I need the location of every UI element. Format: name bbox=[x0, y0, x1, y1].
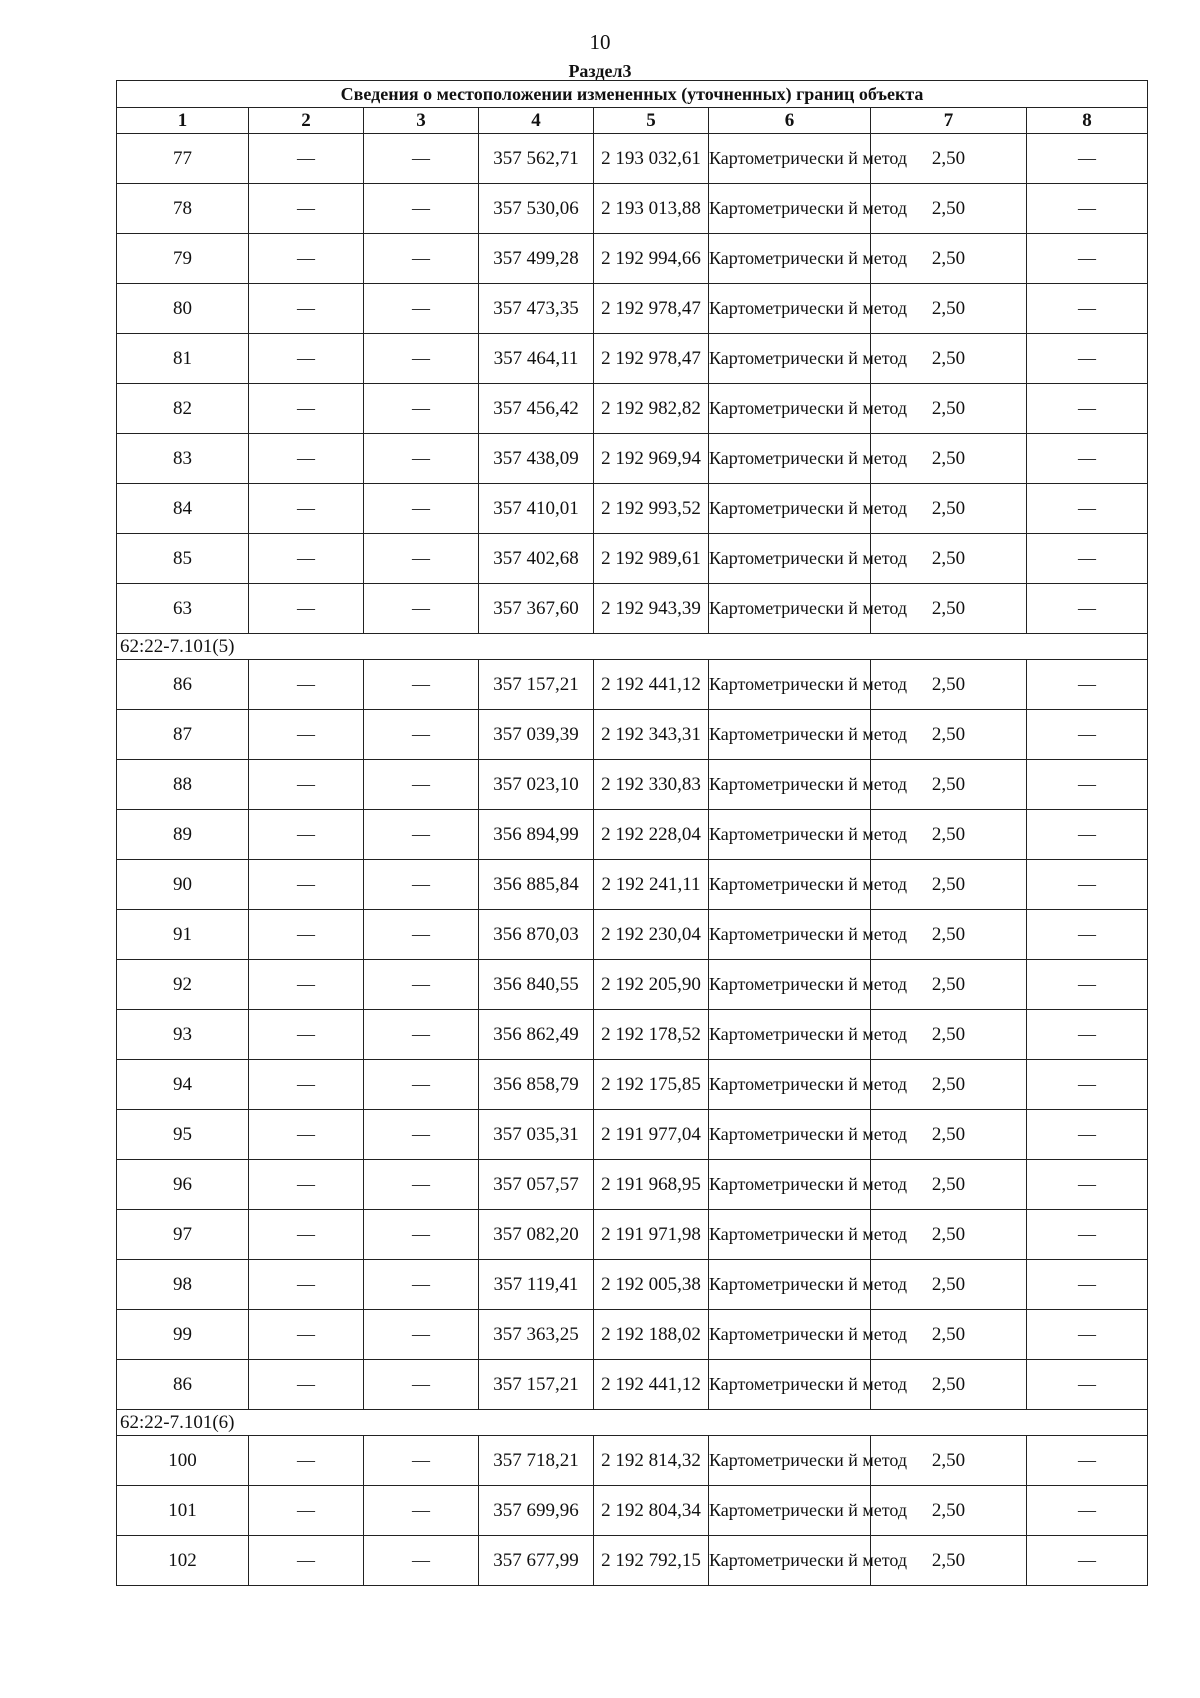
section-title: Раздел3 bbox=[568, 61, 632, 81]
column-3-cell: — bbox=[364, 760, 479, 810]
point-number-cell: 87 bbox=[117, 710, 249, 760]
column-3-cell: — bbox=[364, 1436, 479, 1486]
table-row bbox=[117, 1486, 1148, 1536]
precision-cell: 2,50 bbox=[871, 234, 1027, 284]
y-coordinate-cell: 2 192 982,82 bbox=[594, 384, 709, 434]
column-3-cell: — bbox=[364, 1536, 479, 1586]
column-number: 2 bbox=[249, 108, 364, 134]
table-row bbox=[117, 1060, 1148, 1110]
method-cell: Картометрически й метод bbox=[709, 434, 871, 484]
point-number-cell: 88 bbox=[117, 760, 249, 810]
column-number: 8 bbox=[1027, 108, 1148, 134]
column-8-cell: — bbox=[1027, 484, 1148, 534]
column-3-cell: — bbox=[364, 584, 479, 634]
point-number-cell: 95 bbox=[117, 1110, 249, 1160]
point-number-cell: 91 bbox=[117, 910, 249, 960]
column-2-cell: — bbox=[249, 1210, 364, 1260]
x-coordinate-cell: 356 862,49 bbox=[479, 1010, 594, 1060]
x-coordinate-cell: 356 894,99 bbox=[479, 810, 594, 860]
x-coordinate-cell: 356 858,79 bbox=[479, 1060, 594, 1110]
column-3-cell: — bbox=[364, 1360, 479, 1410]
column-8-cell: — bbox=[1027, 134, 1148, 184]
table-row bbox=[117, 184, 1148, 234]
table-row bbox=[117, 1110, 1148, 1160]
method-cell: Картометрически й метод bbox=[709, 234, 871, 284]
precision-cell: 2,50 bbox=[871, 484, 1027, 534]
table-row bbox=[117, 384, 1148, 434]
x-coordinate-cell: 357 410,01 bbox=[479, 484, 594, 534]
y-coordinate-cell: 2 191 977,04 bbox=[594, 1110, 709, 1160]
point-number-cell: 79 bbox=[117, 234, 249, 284]
x-coordinate-cell: 357 157,21 bbox=[479, 1360, 594, 1410]
precision-cell: 2,50 bbox=[871, 1360, 1027, 1410]
y-coordinate-cell: 2 192 792,15 bbox=[594, 1536, 709, 1586]
method-cell: Картометрически й метод bbox=[709, 1310, 871, 1360]
y-coordinate-cell: 2 192 241,11 bbox=[594, 860, 709, 910]
column-number: 5 bbox=[594, 108, 709, 134]
x-coordinate-cell: 357 530,06 bbox=[479, 184, 594, 234]
precision-cell: 2,50 bbox=[871, 1486, 1027, 1536]
column-2-cell: — bbox=[249, 334, 364, 384]
column-8-cell: — bbox=[1027, 810, 1148, 860]
precision-cell: 2,50 bbox=[871, 584, 1027, 634]
precision-cell: 2,50 bbox=[871, 184, 1027, 234]
column-3-cell: — bbox=[364, 960, 479, 1010]
column-2-cell: — bbox=[249, 134, 364, 184]
boundary-coordinates-table bbox=[116, 80, 1148, 1586]
y-coordinate-cell: 2 192 330,83 bbox=[594, 760, 709, 810]
column-8-cell: — bbox=[1027, 1210, 1148, 1260]
y-coordinate-cell: 2 192 978,47 bbox=[594, 334, 709, 384]
table-row bbox=[117, 960, 1148, 1010]
method-cell: Картометрически й метод bbox=[709, 334, 871, 384]
x-coordinate-cell: 356 885,84 bbox=[479, 860, 594, 910]
point-number-cell: 89 bbox=[117, 810, 249, 860]
x-coordinate-cell: 357 119,41 bbox=[479, 1260, 594, 1310]
column-2-cell: — bbox=[249, 1310, 364, 1360]
column-8-cell: — bbox=[1027, 334, 1148, 384]
point-number-cell: 83 bbox=[117, 434, 249, 484]
x-coordinate-cell: 357 499,28 bbox=[479, 234, 594, 284]
column-8-cell: — bbox=[1027, 760, 1148, 810]
column-3-cell: — bbox=[364, 910, 479, 960]
method-cell: Картометрически й метод bbox=[709, 710, 871, 760]
column-3-cell: — bbox=[364, 860, 479, 910]
column-3-cell: — bbox=[364, 484, 479, 534]
group-label: 62:22-7.101(5) bbox=[117, 634, 1148, 660]
point-number-cell: 86 bbox=[117, 660, 249, 710]
column-3-cell: — bbox=[364, 660, 479, 710]
method-cell: Картометрически й метод bbox=[709, 760, 871, 810]
x-coordinate-cell: 357 039,39 bbox=[479, 710, 594, 760]
column-8-cell: — bbox=[1027, 1310, 1148, 1360]
column-8-cell: — bbox=[1027, 1436, 1148, 1486]
column-2-cell: — bbox=[249, 860, 364, 910]
precision-cell: 2,50 bbox=[871, 434, 1027, 484]
column-2-cell: — bbox=[249, 284, 364, 334]
y-coordinate-cell: 2 192 814,32 bbox=[594, 1436, 709, 1486]
method-cell: Картометрически й метод bbox=[709, 810, 871, 860]
y-coordinate-cell: 2 192 005,38 bbox=[594, 1260, 709, 1310]
column-2-cell: — bbox=[249, 910, 364, 960]
point-number-cell: 78 bbox=[117, 184, 249, 234]
y-coordinate-cell: 2 192 994,66 bbox=[594, 234, 709, 284]
column-8-cell: — bbox=[1027, 534, 1148, 584]
column-2-cell: — bbox=[249, 1160, 364, 1210]
column-3-cell: — bbox=[364, 434, 479, 484]
method-cell: Картометрически й метод bbox=[709, 910, 871, 960]
column-number: 3 bbox=[364, 108, 479, 134]
column-8-cell: — bbox=[1027, 1360, 1148, 1410]
y-coordinate-cell: 2 192 989,61 bbox=[594, 534, 709, 584]
column-2-cell: — bbox=[249, 484, 364, 534]
method-cell: Картометрически й метод bbox=[709, 284, 871, 334]
table-body bbox=[117, 134, 1148, 1586]
column-8-cell: — bbox=[1027, 1110, 1148, 1160]
method-cell: Картометрически й метод bbox=[709, 1110, 871, 1160]
y-coordinate-cell: 2 192 230,04 bbox=[594, 910, 709, 960]
precision-cell: 2,50 bbox=[871, 960, 1027, 1010]
column-2-cell: — bbox=[249, 1110, 364, 1160]
y-coordinate-cell: 2 192 441,12 bbox=[594, 660, 709, 710]
point-number-cell: 82 bbox=[117, 384, 249, 434]
table-row bbox=[117, 860, 1148, 910]
column-2-cell: — bbox=[249, 1486, 364, 1536]
point-number-cell: 93 bbox=[117, 1010, 249, 1060]
precision-cell: 2,50 bbox=[871, 1210, 1027, 1260]
group-header-row bbox=[117, 634, 1148, 660]
column-8-cell: — bbox=[1027, 1260, 1148, 1310]
x-coordinate-cell: 357 718,21 bbox=[479, 1436, 594, 1486]
x-coordinate-cell: 357 438,09 bbox=[479, 434, 594, 484]
point-number-cell: 96 bbox=[117, 1160, 249, 1210]
x-coordinate-cell: 357 699,96 bbox=[479, 1486, 594, 1536]
table-caption-row bbox=[117, 81, 1148, 108]
y-coordinate-cell: 2 192 969,94 bbox=[594, 434, 709, 484]
precision-cell: 2,50 bbox=[871, 1260, 1027, 1310]
method-cell: Картометрически й метод bbox=[709, 384, 871, 434]
point-number-cell: 99 bbox=[117, 1310, 249, 1360]
table-row bbox=[117, 1260, 1148, 1310]
table-row bbox=[117, 910, 1148, 960]
column-8-cell: — bbox=[1027, 860, 1148, 910]
precision-cell: 2,50 bbox=[871, 1160, 1027, 1210]
precision-cell: 2,50 bbox=[871, 660, 1027, 710]
column-3-cell: — bbox=[364, 534, 479, 584]
x-coordinate-cell: 357 157,21 bbox=[479, 660, 594, 710]
method-cell: Картометрически й метод bbox=[709, 1160, 871, 1210]
column-2-cell: — bbox=[249, 584, 364, 634]
precision-cell: 2,50 bbox=[871, 384, 1027, 434]
x-coordinate-cell: 357 035,31 bbox=[479, 1110, 594, 1160]
y-coordinate-cell: 2 192 175,85 bbox=[594, 1060, 709, 1110]
column-number: 6 bbox=[709, 108, 871, 134]
point-number-cell: 101 bbox=[117, 1486, 249, 1536]
table-row bbox=[117, 284, 1148, 334]
method-cell: Картометрически й метод bbox=[709, 1210, 871, 1260]
column-2-cell: — bbox=[249, 760, 364, 810]
precision-cell: 2,50 bbox=[871, 710, 1027, 760]
method-cell: Картометрически й метод bbox=[709, 184, 871, 234]
x-coordinate-cell: 356 870,03 bbox=[479, 910, 594, 960]
point-number-cell: 94 bbox=[117, 1060, 249, 1110]
column-2-cell: — bbox=[249, 184, 364, 234]
point-number-cell: 77 bbox=[117, 134, 249, 184]
method-cell: Картометрически й метод bbox=[709, 960, 871, 1010]
table-row bbox=[117, 660, 1148, 710]
method-cell: Картометрически й метод bbox=[709, 1060, 871, 1110]
column-8-cell: — bbox=[1027, 960, 1148, 1010]
column-2-cell: — bbox=[249, 384, 364, 434]
precision-cell: 2,50 bbox=[871, 1310, 1027, 1360]
x-coordinate-cell: 356 840,55 bbox=[479, 960, 594, 1010]
column-2-cell: — bbox=[249, 1360, 364, 1410]
column-number-row bbox=[117, 108, 1148, 134]
precision-cell: 2,50 bbox=[871, 910, 1027, 960]
x-coordinate-cell: 357 023,10 bbox=[479, 760, 594, 810]
column-3-cell: — bbox=[364, 334, 479, 384]
method-cell: Картометрически й метод bbox=[709, 1260, 871, 1310]
method-cell: Картометрически й метод bbox=[709, 584, 871, 634]
column-number: 1 bbox=[117, 108, 249, 134]
column-3-cell: — bbox=[364, 1160, 479, 1210]
precision-cell: 2,50 bbox=[871, 1110, 1027, 1160]
point-number-cell: 85 bbox=[117, 534, 249, 584]
precision-cell: 2,50 bbox=[871, 284, 1027, 334]
table-row bbox=[117, 484, 1148, 534]
x-coordinate-cell: 357 082,20 bbox=[479, 1210, 594, 1260]
precision-cell: 2,50 bbox=[871, 134, 1027, 184]
method-cell: Картометрически й метод bbox=[709, 660, 871, 710]
precision-cell: 2,50 bbox=[871, 1010, 1027, 1060]
x-coordinate-cell: 357 464,11 bbox=[479, 334, 594, 384]
column-3-cell: — bbox=[364, 1310, 479, 1360]
x-coordinate-cell: 357 057,57 bbox=[479, 1160, 594, 1210]
column-2-cell: — bbox=[249, 1536, 364, 1586]
y-coordinate-cell: 2 192 343,31 bbox=[594, 710, 709, 760]
table-row bbox=[117, 134, 1148, 184]
x-coordinate-cell: 357 562,71 bbox=[479, 134, 594, 184]
method-cell: Картометрически й метод bbox=[709, 1536, 871, 1586]
point-number-cell: 90 bbox=[117, 860, 249, 910]
column-3-cell: — bbox=[364, 1260, 479, 1310]
column-3-cell: — bbox=[364, 284, 479, 334]
method-cell: Картометрически й метод bbox=[709, 534, 871, 584]
table-row bbox=[117, 1010, 1148, 1060]
y-coordinate-cell: 2 192 178,52 bbox=[594, 1010, 709, 1060]
column-8-cell: — bbox=[1027, 1060, 1148, 1110]
point-number-cell: 98 bbox=[117, 1260, 249, 1310]
point-number-cell: 100 bbox=[117, 1436, 249, 1486]
column-8-cell: — bbox=[1027, 384, 1148, 434]
column-3-cell: — bbox=[364, 1210, 479, 1260]
column-3-cell: — bbox=[364, 184, 479, 234]
column-2-cell: — bbox=[249, 434, 364, 484]
y-coordinate-cell: 2 192 228,04 bbox=[594, 810, 709, 860]
column-3-cell: — bbox=[364, 1486, 479, 1536]
table-caption: Сведения о местоположении измененных (уточненных) границ объекта bbox=[117, 81, 1148, 108]
column-3-cell: — bbox=[364, 1110, 479, 1160]
y-coordinate-cell: 2 193 013,88 bbox=[594, 184, 709, 234]
method-cell: Картометрически й метод bbox=[709, 1010, 871, 1060]
table-row bbox=[117, 810, 1148, 860]
point-number-cell: 84 bbox=[117, 484, 249, 534]
column-2-cell: — bbox=[249, 1436, 364, 1486]
y-coordinate-cell: 2 192 205,90 bbox=[594, 960, 709, 1010]
precision-cell: 2,50 bbox=[871, 534, 1027, 584]
column-number: 4 bbox=[479, 108, 594, 134]
point-number-cell: 97 bbox=[117, 1210, 249, 1260]
x-coordinate-cell: 357 402,68 bbox=[479, 534, 594, 584]
table-row bbox=[117, 1436, 1148, 1486]
column-8-cell: — bbox=[1027, 710, 1148, 760]
group-label: 62:22-7.101(6) bbox=[117, 1410, 1148, 1436]
y-coordinate-cell: 2 192 978,47 bbox=[594, 284, 709, 334]
column-3-cell: — bbox=[364, 810, 479, 860]
column-3-cell: — bbox=[364, 384, 479, 434]
precision-cell: 2,50 bbox=[871, 1060, 1027, 1110]
precision-cell: 2,50 bbox=[871, 334, 1027, 384]
table-row bbox=[117, 584, 1148, 634]
page-number: 10 bbox=[589, 30, 611, 54]
y-coordinate-cell: 2 191 968,95 bbox=[594, 1160, 709, 1210]
x-coordinate-cell: 357 473,35 bbox=[479, 284, 594, 334]
point-number-cell: 81 bbox=[117, 334, 249, 384]
column-2-cell: — bbox=[249, 710, 364, 760]
y-coordinate-cell: 2 192 943,39 bbox=[594, 584, 709, 634]
method-cell: Картометрически й метод bbox=[709, 1436, 871, 1486]
x-coordinate-cell: 357 363,25 bbox=[479, 1310, 594, 1360]
x-coordinate-cell: 357 456,42 bbox=[479, 384, 594, 434]
table-row bbox=[117, 234, 1148, 284]
x-coordinate-cell: 357 367,60 bbox=[479, 584, 594, 634]
column-2-cell: — bbox=[249, 1060, 364, 1110]
column-8-cell: — bbox=[1027, 1160, 1148, 1210]
table-row bbox=[117, 534, 1148, 584]
column-8-cell: — bbox=[1027, 184, 1148, 234]
point-number-cell: 80 bbox=[117, 284, 249, 334]
table-row bbox=[117, 434, 1148, 484]
column-3-cell: — bbox=[364, 234, 479, 284]
table-row bbox=[117, 760, 1148, 810]
column-2-cell: — bbox=[249, 534, 364, 584]
column-8-cell: — bbox=[1027, 1536, 1148, 1586]
precision-cell: 2,50 bbox=[871, 1536, 1027, 1586]
y-coordinate-cell: 2 193 032,61 bbox=[594, 134, 709, 184]
group-header-row bbox=[117, 1410, 1148, 1436]
column-3-cell: — bbox=[364, 134, 479, 184]
method-cell: Картометрически й метод bbox=[709, 484, 871, 534]
y-coordinate-cell: 2 192 188,02 bbox=[594, 1310, 709, 1360]
method-cell: Картометрически й метод bbox=[709, 860, 871, 910]
column-2-cell: — bbox=[249, 1260, 364, 1310]
point-number-cell: 102 bbox=[117, 1536, 249, 1586]
precision-cell: 2,50 bbox=[871, 1436, 1027, 1486]
table-row bbox=[117, 1536, 1148, 1586]
method-cell: Картометрически й метод bbox=[709, 1360, 871, 1410]
column-3-cell: — bbox=[364, 1060, 479, 1110]
column-8-cell: — bbox=[1027, 434, 1148, 484]
table-row bbox=[117, 710, 1148, 760]
precision-cell: 2,50 bbox=[871, 860, 1027, 910]
column-8-cell: — bbox=[1027, 660, 1148, 710]
method-cell: Картометрически й метод bbox=[709, 1486, 871, 1536]
column-2-cell: — bbox=[249, 1010, 364, 1060]
y-coordinate-cell: 2 191 971,98 bbox=[594, 1210, 709, 1260]
column-2-cell: — bbox=[249, 810, 364, 860]
point-number-cell: 92 bbox=[117, 960, 249, 1010]
precision-cell: 2,50 bbox=[871, 760, 1027, 810]
table-row bbox=[117, 1160, 1148, 1210]
column-8-cell: — bbox=[1027, 584, 1148, 634]
column-2-cell: — bbox=[249, 960, 364, 1010]
y-coordinate-cell: 2 192 993,52 bbox=[594, 484, 709, 534]
point-number-cell: 63 bbox=[117, 584, 249, 634]
table-row bbox=[117, 1310, 1148, 1360]
table-row bbox=[117, 1360, 1148, 1410]
point-number-cell: 86 bbox=[117, 1360, 249, 1410]
column-8-cell: — bbox=[1027, 1010, 1148, 1060]
precision-cell: 2,50 bbox=[871, 810, 1027, 860]
table-row bbox=[117, 1210, 1148, 1260]
column-3-cell: — bbox=[364, 1010, 479, 1060]
column-3-cell: — bbox=[364, 710, 479, 760]
column-number: 7 bbox=[871, 108, 1027, 134]
y-coordinate-cell: 2 192 804,34 bbox=[594, 1486, 709, 1536]
column-2-cell: — bbox=[249, 660, 364, 710]
column-8-cell: — bbox=[1027, 1486, 1148, 1536]
column-8-cell: — bbox=[1027, 234, 1148, 284]
column-8-cell: — bbox=[1027, 910, 1148, 960]
x-coordinate-cell: 357 677,99 bbox=[479, 1536, 594, 1586]
column-8-cell: — bbox=[1027, 284, 1148, 334]
table-row bbox=[117, 334, 1148, 384]
method-cell: Картометрически й метод bbox=[709, 134, 871, 184]
column-2-cell: — bbox=[249, 234, 364, 284]
y-coordinate-cell: 2 192 441,12 bbox=[594, 1360, 709, 1410]
